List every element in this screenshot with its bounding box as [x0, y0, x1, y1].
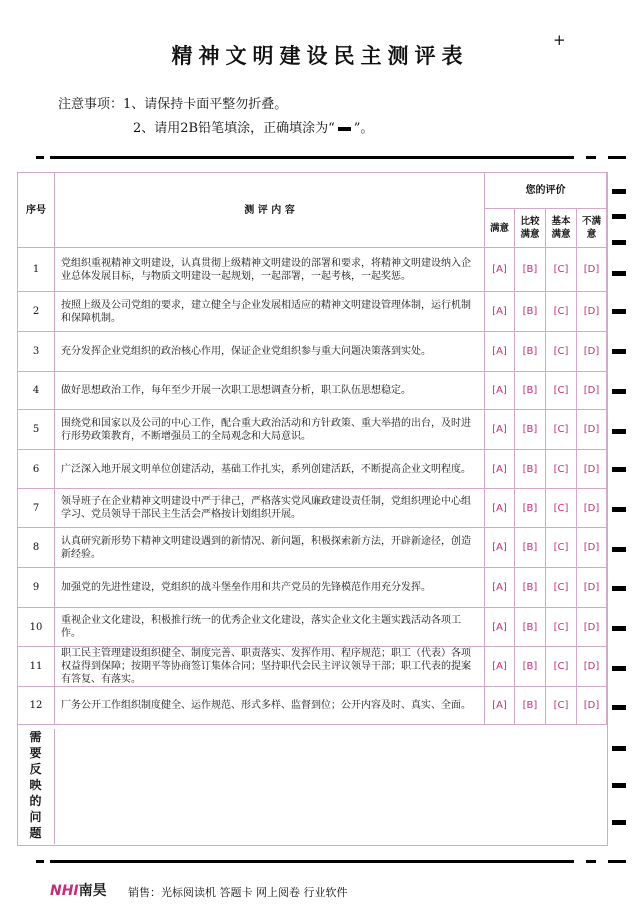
issues-char: 反 [29, 762, 42, 776]
bubble-option-d[interactable]: [D] [583, 385, 600, 396]
logo-chinese: 南昊 [78, 883, 107, 899]
bubble-cell [577, 489, 607, 528]
bubble-cell [515, 489, 546, 528]
bubble-option-c[interactable]: [C] [553, 582, 569, 593]
row-seq: 3 [18, 332, 55, 372]
row-seq: 9 [18, 568, 55, 608]
bubble-option-d[interactable]: [D] [583, 700, 600, 711]
bubble-option-a[interactable]: [A] [492, 700, 507, 711]
bubble-cell [577, 568, 607, 608]
timing-mark [36, 156, 44, 159]
issues-char: 映 [29, 778, 42, 792]
timing-mark [612, 783, 626, 788]
bubble-option-b[interactable]: [B] [522, 542, 538, 553]
bubble-option-d[interactable]: [D] [583, 582, 600, 593]
bubble-option-b[interactable]: [B] [522, 700, 538, 711]
bubble-option-a[interactable]: [A] [492, 424, 507, 435]
bubble-cell [577, 608, 607, 647]
timing-mark [612, 189, 626, 194]
header-option-unsatisfied: 不满意 [577, 209, 607, 248]
bubble-cell [515, 687, 546, 725]
timing-mark [612, 820, 626, 825]
timing-mark [612, 389, 626, 394]
bubble-option-c[interactable]: [C] [553, 661, 569, 672]
table-row [18, 410, 607, 450]
bubble-cell [577, 372, 607, 410]
bubble-cell [485, 332, 515, 372]
row-seq: 10 [18, 608, 55, 647]
bubble-option-b[interactable]: [B] [522, 346, 538, 357]
bubble-option-c[interactable]: [C] [553, 542, 569, 553]
row-content: 党组织重视精神文明建设，认真贯彻上级精神文明建设的部署和要求，将精神文明建设纳入企业总体发展目标，与物质文明建设一起规划，一起部署，一起考核，一起奖惩。 [55, 248, 485, 292]
timing-mark [612, 349, 626, 354]
table-row [18, 332, 607, 372]
bubble-cell [546, 489, 577, 528]
bubble-option-d[interactable]: [D] [583, 502, 600, 514]
bubble-cell [546, 248, 577, 292]
row-content: 广泛深入地开展文明单位创建活动，基础工作扎实，系列创建活跃，不断提高企业文明程度。 [55, 450, 485, 489]
header-content: 测 评 内 容 [55, 173, 485, 248]
notes-label: 注意事项： [58, 97, 124, 112]
bubble-cell [515, 568, 546, 608]
registration-mark: + [553, 31, 566, 49]
bubble-option-a[interactable]: [A] [492, 385, 507, 396]
bubble-cell [485, 489, 515, 528]
bubble-cell [515, 528, 546, 568]
row-seq: 1 [18, 248, 55, 292]
bubble-option-d[interactable]: [D] [583, 463, 600, 475]
row-content: 加强党的先进性建设，党组织的战斗堡垒作用和共产党员的先锋模范作用充分发挥。 [55, 568, 485, 608]
row-seq: 5 [18, 410, 55, 450]
separator-bar [50, 156, 574, 159]
table-row [18, 608, 607, 647]
page-title: 精神文明建设民主测评表 [171, 43, 469, 68]
filled-bubble-example [338, 127, 351, 131]
bubble-option-c[interactable]: [C] [553, 346, 569, 357]
bubble-option-c[interactable]: [C] [553, 463, 569, 475]
bubble-option-d[interactable]: [D] [583, 661, 600, 672]
row-content: 领导班子在企业精神文明建设中严于律己，严格落实党风廉政建设责任制，党组织理论中心组学习、党员领导干部民主生活会严格按计划组织开展。 [55, 489, 485, 528]
timing-mark [612, 214, 626, 219]
bubble-option-a[interactable]: [A] [492, 661, 507, 672]
timing-mark [608, 860, 626, 863]
timing-mark [612, 586, 626, 591]
row-seq: 2 [18, 292, 55, 332]
row-content: 做好思想政治工作，每年至少开展一次职工思想调查分析，职工队伍思想稳定。 [55, 372, 485, 410]
bubble-option-a[interactable]: [A] [492, 463, 507, 475]
bubble-cell [485, 568, 515, 608]
table-row [18, 450, 607, 489]
bubble-cell [546, 608, 577, 647]
row-content: 重视企业文化建设，积极推行统一的优秀企业文化建设，落实企业文化主题实践活动各项工作。 [55, 608, 485, 647]
bubble-option-d[interactable]: [D] [583, 424, 600, 435]
bubble-cell [577, 687, 607, 725]
row-seq: 8 [18, 528, 55, 568]
bubble-cell [577, 332, 607, 372]
timing-mark [612, 240, 626, 245]
bubble-cell [577, 292, 607, 332]
bubble-option-b[interactable]: [B] [522, 424, 538, 435]
bubble-option-c[interactable]: [C] [553, 306, 569, 317]
notes-item-2-end: ”。 [353, 121, 374, 136]
row-content: 充分发挥企业党组织的政治核心作用，保证企业党组织参与重大问题决策落到实处。 [55, 332, 485, 372]
timing-mark [612, 547, 626, 552]
timing-mark [612, 626, 626, 631]
bubble-cell [515, 292, 546, 332]
timing-mark [612, 271, 626, 276]
bubble-option-d[interactable]: [D] [583, 346, 600, 357]
row-seq: 7 [18, 489, 55, 528]
bubble-option-b[interactable]: [B] [522, 463, 538, 475]
bubble-option-c[interactable]: [C] [553, 700, 569, 711]
bubble-option-b[interactable]: [B] [522, 582, 538, 593]
bubble-option-d[interactable]: [D] [583, 306, 600, 317]
header-evaluation: 您的评价 [485, 173, 607, 209]
bubble-option-d[interactable]: [D] [583, 264, 600, 275]
row-seq: 11 [18, 647, 55, 687]
row-content: 职工民主管理建设组织健全、制度完善、职责落实、发挥作用、程序规范；职工（代表）各项权益得到保障；按期平等协商签订集体合同；坚持职代会民主评议领导干部；职工代表的提案有答复、有落实。 [55, 647, 485, 687]
bubble-cell [546, 332, 577, 372]
table-row [18, 687, 607, 725]
separator-bar [50, 860, 574, 863]
bubble-cell [485, 528, 515, 568]
bubble-cell [485, 410, 515, 450]
bubble-cell [546, 647, 577, 687]
row-seq: 12 [18, 687, 55, 725]
bubble-option-a[interactable]: [A] [492, 502, 507, 514]
logo-latin: NHI [50, 883, 79, 899]
header-option-fairly-satisfied: 比较满意 [515, 209, 546, 248]
bubble-cell [577, 410, 607, 450]
bubble-option-a[interactable]: [A] [492, 621, 507, 633]
bubble-cell [546, 410, 577, 450]
header-seq: 序号 [18, 173, 55, 248]
row-seq: 4 [18, 372, 55, 410]
bubble-cell [515, 248, 546, 292]
bubble-cell [546, 528, 577, 568]
bubble-cell [546, 687, 577, 725]
bubble-option-a[interactable]: [A] [492, 582, 507, 593]
header-option-satisfied: 满意 [485, 209, 515, 248]
nanhao-logo [50, 880, 107, 900]
timing-mark [612, 666, 626, 671]
timing-mark [612, 429, 626, 434]
bubble-cell [515, 410, 546, 450]
bubble-cell [485, 647, 515, 687]
bubble-option-b[interactable]: [B] [522, 502, 538, 514]
bubble-option-c[interactable]: [C] [553, 385, 569, 396]
bubble-option-a[interactable]: [A] [492, 542, 507, 553]
issues-writing-area[interactable] [54, 729, 606, 844]
table-row [18, 489, 607, 528]
bubble-cell [577, 647, 607, 687]
timing-mark [612, 467, 626, 472]
bubble-option-b[interactable]: [B] [522, 264, 538, 275]
timing-mark [612, 507, 626, 512]
table-row [18, 248, 607, 292]
bubble-option-c[interactable]: [C] [553, 424, 569, 435]
table-row [18, 647, 607, 687]
issues-char: 问 [29, 810, 42, 824]
bubble-option-d[interactable]: [D] [583, 542, 600, 553]
timing-mark [36, 860, 44, 863]
notes-line-2 [133, 117, 373, 136]
bubble-option-c[interactable]: [C] [553, 264, 569, 275]
row-content: 围绕党和国家以及公司的中心工作，配合重大政治活动和方针政策、重大举措的出台，及时进行形势政策教育，不断增强员工的全局观念和大局意识。 [55, 410, 485, 450]
timing-mark [612, 705, 626, 710]
bubble-cell [546, 568, 577, 608]
row-content: 认真研究新形势下精神文明建设遇到的新情况、新问题，积极探索新方法，开辟新途径，创造新经验。 [55, 528, 485, 568]
bubble-cell [515, 332, 546, 372]
bubble-cell [485, 292, 515, 332]
notes-item-2: 2、请用2B铅笔填涂，正确填涂为“ [133, 121, 335, 136]
timing-mark [586, 156, 596, 159]
timing-mark [608, 156, 626, 159]
bubble-cell [485, 450, 515, 489]
bubble-option-a[interactable]: [A] [492, 306, 507, 317]
bubble-option-c[interactable]: [C] [553, 502, 569, 514]
bubble-option-d[interactable]: [D] [583, 621, 600, 633]
bubble-cell [546, 292, 577, 332]
table-row [18, 568, 607, 608]
issues-label [17, 729, 54, 844]
bubble-cell [577, 248, 607, 292]
bubble-option-c[interactable]: [C] [553, 621, 569, 633]
timing-mark [612, 309, 626, 314]
issues-char: 要 [29, 746, 42, 760]
bubble-option-b[interactable]: [B] [522, 661, 538, 672]
bubble-cell [485, 687, 515, 725]
bubble-cell [546, 372, 577, 410]
bubble-cell [485, 248, 515, 292]
evaluation-table [17, 172, 607, 725]
row-content: 按照上级及公司党组的要求，建立健全与企业发展相适应的精神文明建设管理体制，运行机制和保障机制。 [55, 292, 485, 332]
issues-char: 需 [29, 730, 42, 744]
bubble-cell [485, 372, 515, 410]
issues-char: 的 [29, 794, 42, 808]
bubble-cell [546, 450, 577, 489]
footer-sales: 销售：光标阅读机 答题卡 网上阅卷 行业软件 [128, 886, 348, 899]
row-content: 厂务公开工作组织制度健全、运作规范、形式多样、监督到位；公开内容及时、真实、全面。 [55, 687, 485, 725]
table-row [18, 292, 607, 332]
bubble-cell [515, 450, 546, 489]
notes-item-1: 1、请保持卡面平整勿折叠。 [123, 97, 288, 112]
bubble-option-a[interactable]: [A] [492, 346, 507, 357]
bubble-option-b[interactable]: [B] [522, 385, 538, 396]
table-row [18, 372, 607, 410]
bubble-option-b[interactable]: [B] [522, 621, 538, 633]
bubble-cell [485, 608, 515, 647]
bubble-option-a[interactable]: [A] [492, 264, 507, 275]
bubble-cell [515, 608, 546, 647]
bubble-option-b[interactable]: [B] [522, 306, 538, 317]
bubble-cell [577, 450, 607, 489]
timing-mark [612, 746, 626, 751]
table-row [18, 528, 607, 568]
header-option-basically-satisfied: 基本满意 [546, 209, 577, 248]
bubble-cell [577, 528, 607, 568]
notes-line-1 [58, 93, 287, 112]
timing-mark [586, 860, 596, 863]
bubble-cell [515, 647, 546, 687]
row-seq: 6 [18, 450, 55, 489]
bubble-cell [515, 372, 546, 410]
issues-char: 题 [29, 826, 42, 840]
